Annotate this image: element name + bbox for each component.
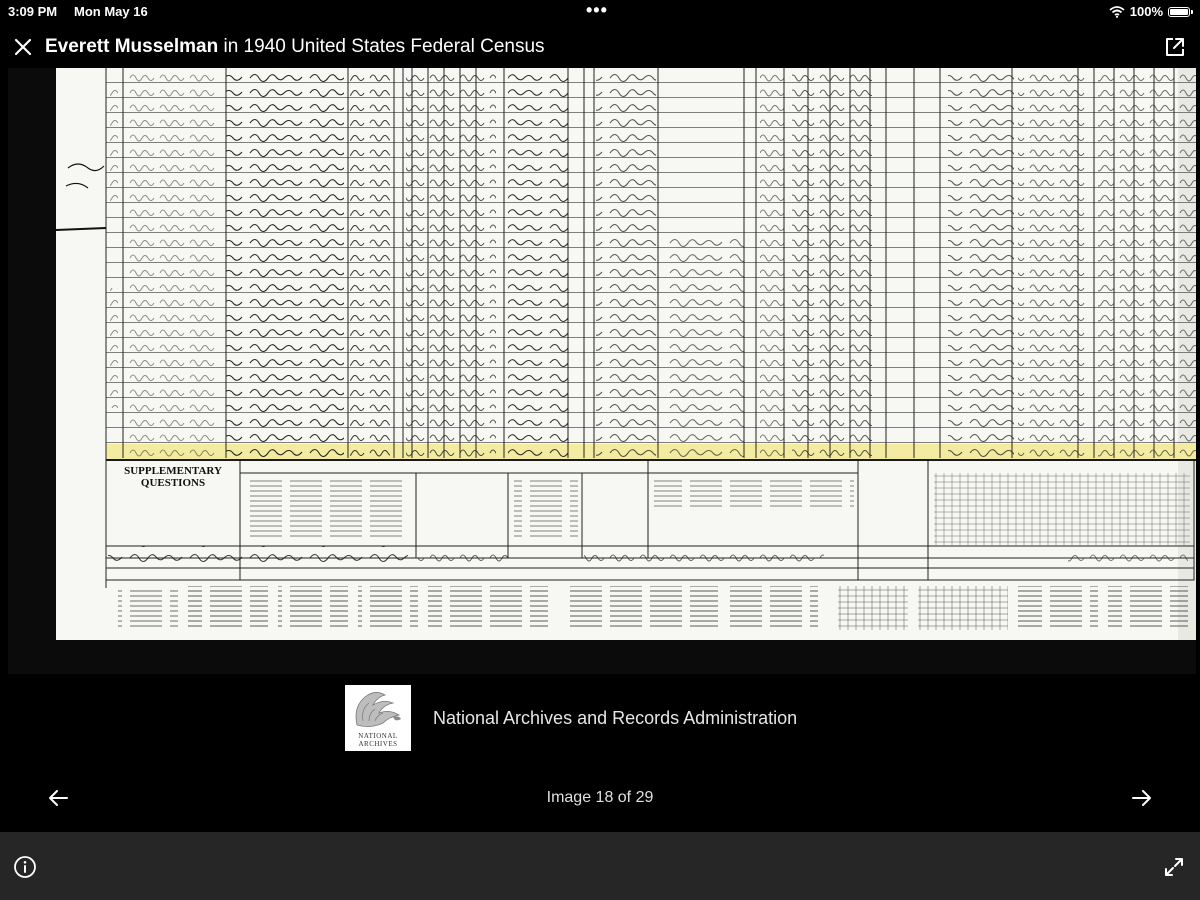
wifi-icon xyxy=(1109,6,1125,18)
multitasking-dots[interactable]: ••• xyxy=(586,0,608,20)
national-archives-logo xyxy=(345,685,411,751)
share-icon[interactable] xyxy=(1164,36,1186,58)
supplementary-heading: SUPPLEMENTARY xyxy=(124,465,222,477)
status-date: Mon May 16 xyxy=(74,4,148,19)
census-image[interactable] xyxy=(8,68,1196,674)
person-name: Everett Musselman xyxy=(45,36,219,57)
battery-percent: 100% xyxy=(1129,4,1163,19)
collection-name: in 1940 United States Federal Census xyxy=(223,36,545,57)
provider-info xyxy=(345,684,797,752)
bottom-toolbar xyxy=(0,832,1200,900)
logo-text: NATIONAL ARCHIVES xyxy=(358,732,398,748)
title-bar xyxy=(0,30,1200,66)
image-navigation xyxy=(0,780,1200,816)
arrow-right-icon[interactable] xyxy=(1130,786,1154,810)
provider-name: National Archives and Records Administration xyxy=(433,707,798,728)
close-icon[interactable] xyxy=(12,36,34,58)
status-bar xyxy=(0,0,1200,24)
record-title xyxy=(45,36,545,58)
info-icon[interactable] xyxy=(13,855,37,879)
eagle-icon xyxy=(349,687,407,731)
supplementary-subheading: QUESTIONS xyxy=(140,477,206,489)
battery-icon xyxy=(1168,7,1190,17)
image-counter: Image 18 of 29 xyxy=(546,789,654,806)
expand-icon[interactable] xyxy=(1162,855,1186,879)
census-sheet xyxy=(8,68,1196,674)
status-time: 3:09 PM xyxy=(8,4,58,19)
